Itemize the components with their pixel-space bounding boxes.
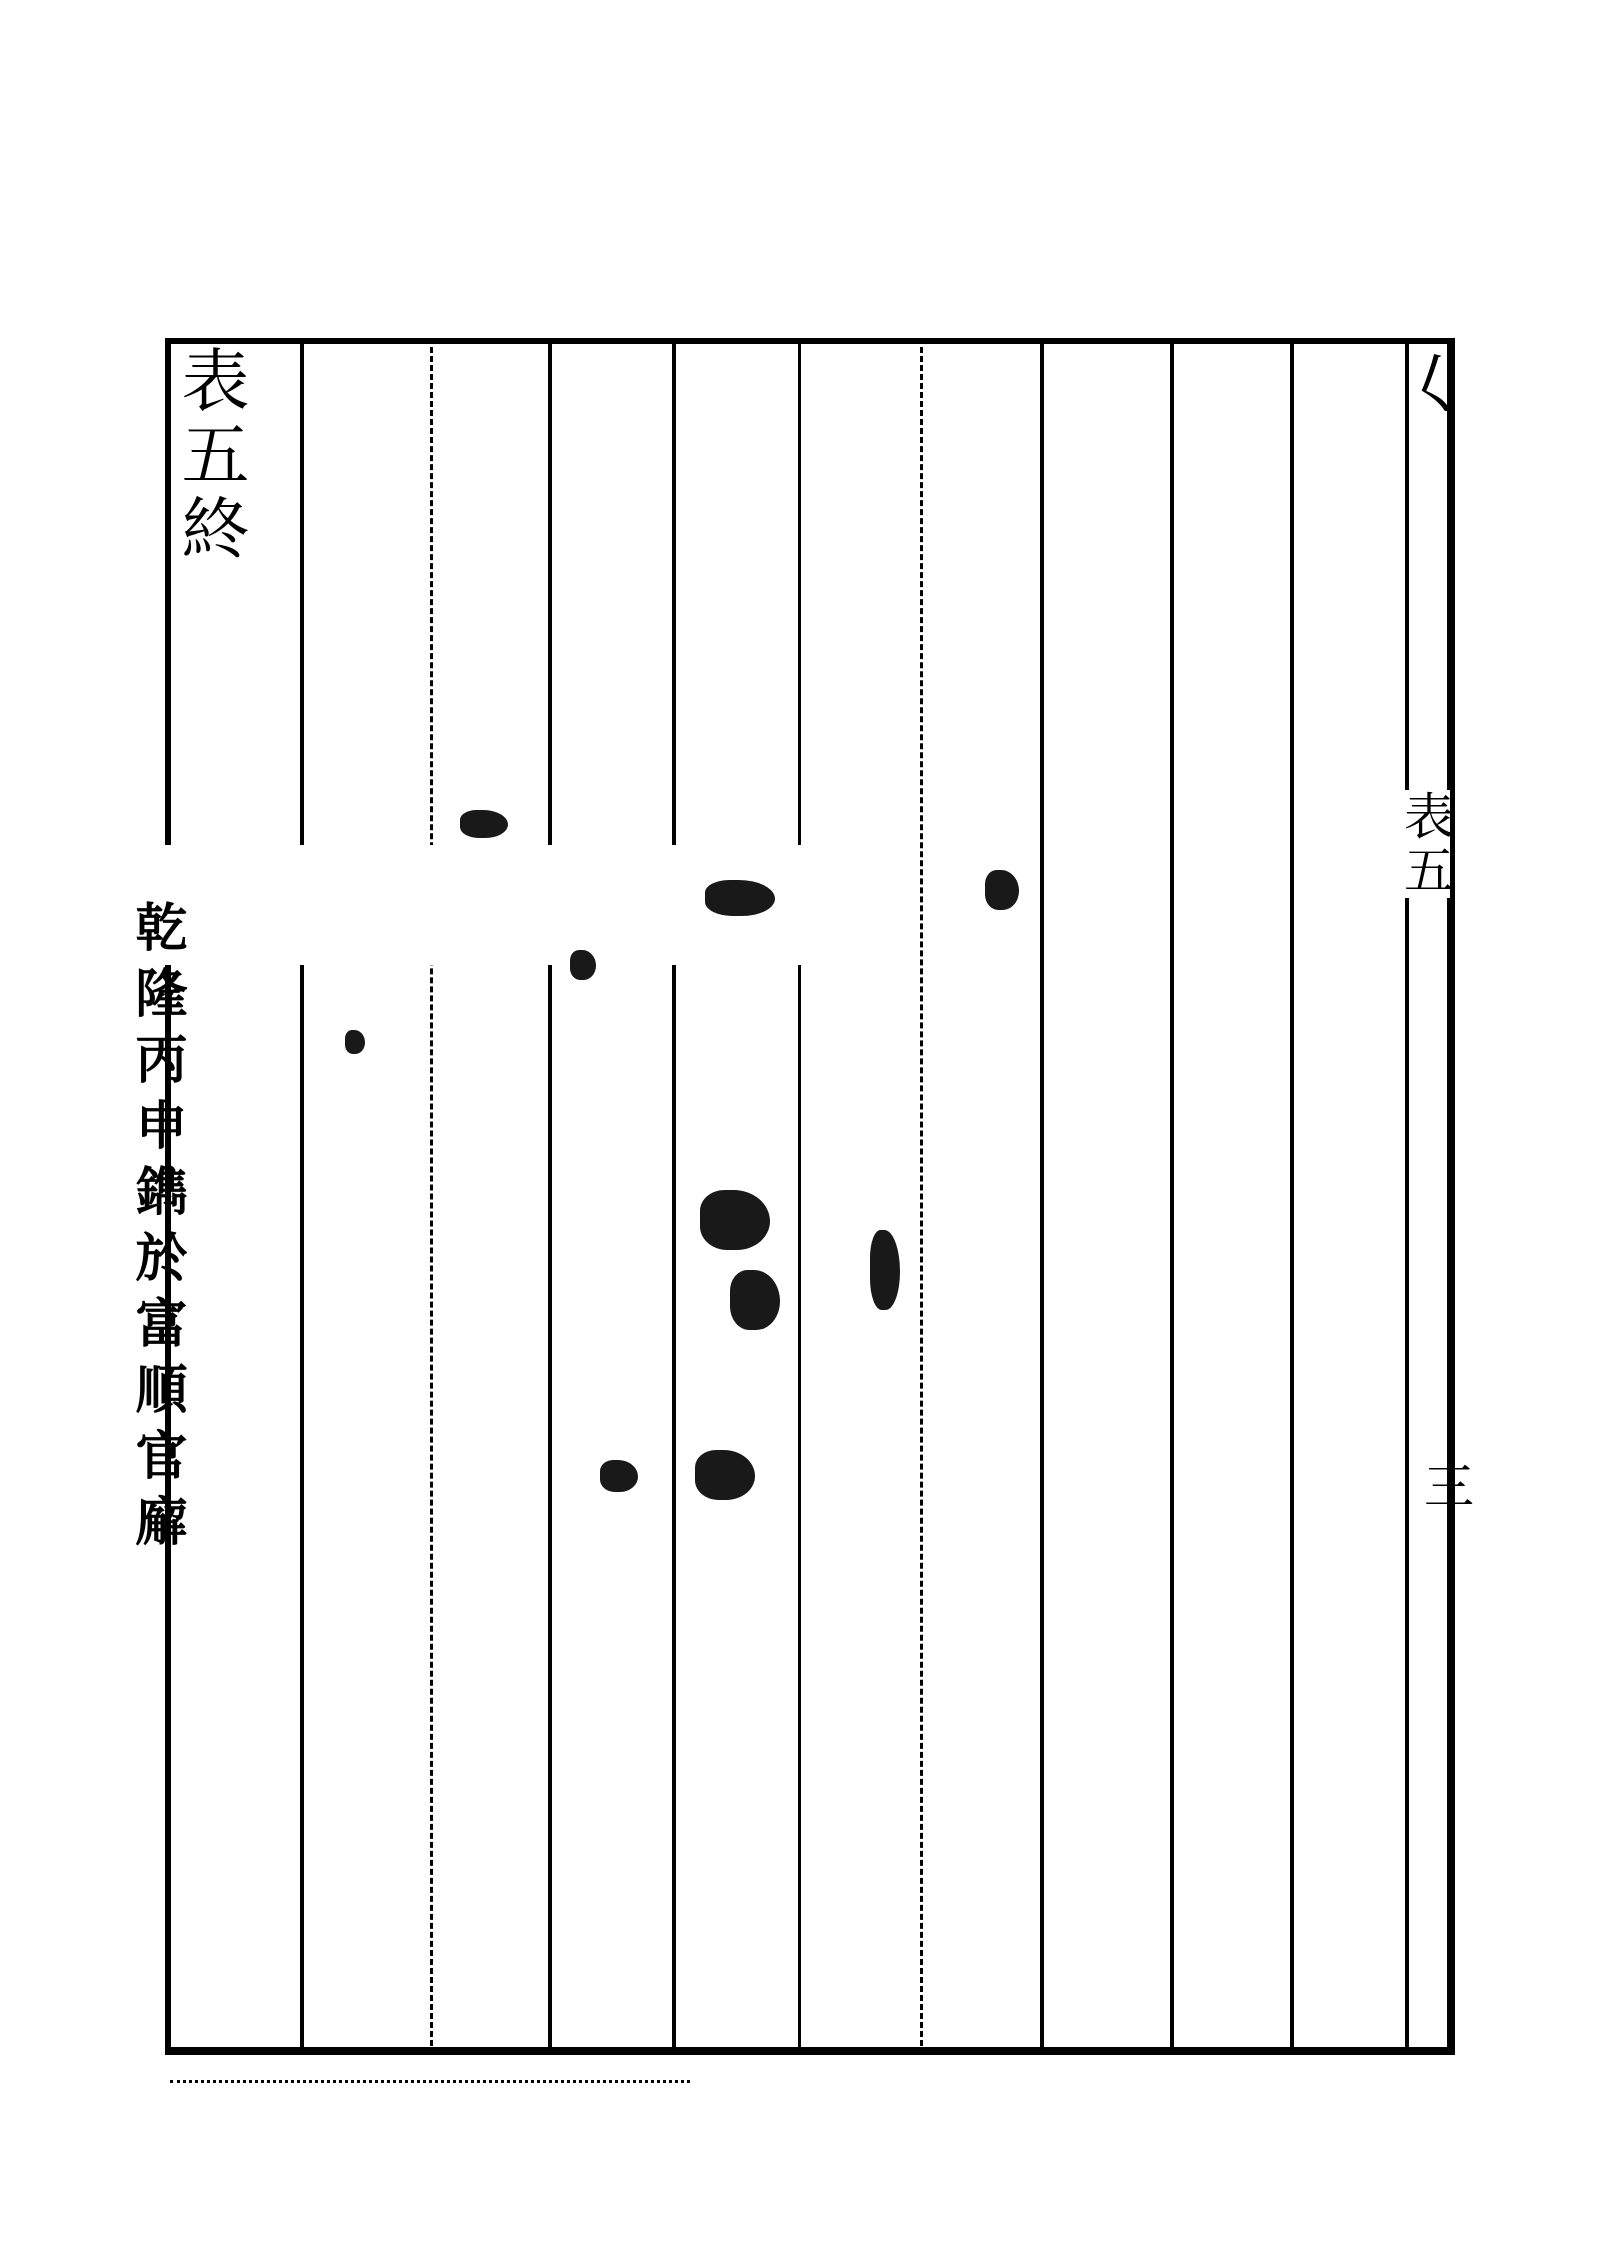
column-rule [1170, 338, 1174, 2055]
ink-smudge [730, 1270, 780, 1330]
bottom-specks [170, 2080, 690, 2095]
column-rule [1040, 338, 1044, 2055]
column-rule [798, 338, 801, 2055]
column-rule [672, 338, 676, 2055]
ink-smudge [345, 1030, 365, 1054]
ink-smudge [570, 950, 596, 980]
column-rule [300, 338, 304, 2055]
column-rule [1405, 338, 1409, 2055]
ink-smudge [705, 880, 775, 916]
column-rule [920, 338, 923, 2055]
damaged-area [150, 845, 910, 965]
end-title: 表五終 [170, 345, 249, 567]
column-rule [1290, 338, 1294, 2055]
ink-smudge [460, 810, 508, 838]
ink-smudge [985, 870, 1019, 910]
margin-title: 表五 [1396, 790, 1454, 898]
colophon-text: 乾隆丙申鐫於富順官廨 [126, 900, 187, 1560]
page-frame [165, 338, 1455, 2055]
column-rule [548, 338, 552, 2055]
ink-smudge [870, 1230, 900, 1310]
folio-number: 三 [1416, 1460, 1474, 1510]
margin-top-char: 𡿨 [1391, 350, 1468, 416]
ink-smudge [700, 1190, 770, 1250]
column-rule [430, 338, 433, 2055]
ink-smudge [600, 1460, 638, 1492]
ink-smudge [695, 1450, 755, 1500]
